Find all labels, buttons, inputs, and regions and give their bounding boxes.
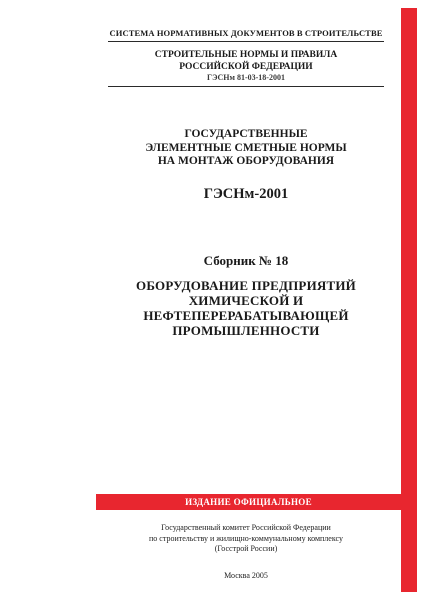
document-cover (8, 8, 417, 592)
main-title (108, 128, 384, 169)
main-code: ГЭСНм-2001 (203, 186, 289, 202)
publisher (108, 523, 384, 555)
publisher-line-1: Государственный комитет Российской Федерации (161, 523, 331, 532)
main-title-line-3: НА МОНТАЖ ОБОРУДОВАНИЯ (157, 155, 335, 167)
official-edition-label: ИЗДАНИЕ ОФИЦИАЛЬНОЕ (185, 497, 312, 507)
norms-line-2: РОССИЙСКОЙ ФЕДЕРАЦИИ (179, 62, 313, 72)
series-title: СИСТЕМА НОРМАТИВНЫХ ДОКУМЕНТОВ В СТРОИТЕЛЬСТВЕ (109, 28, 383, 38)
subtitle-line-3: НЕФТЕПЕРЕРАБАТЫВАЮЩЕЙ (143, 308, 349, 323)
subtitle-line-4: ПРОМЫШЛЕННОСТИ (172, 323, 320, 338)
subtitle-line-2: ХИМИЧЕСКОЙ И (188, 293, 304, 308)
red-side-stripe (401, 8, 417, 592)
main-title-line-1: ГОСУДАРСТВЕННЫЕ (184, 128, 308, 140)
main-title-line-2: ЭЛЕМЕНТНЫЕ СМЕТНЫЕ НОРМЫ (145, 141, 347, 154)
header-divider-top (108, 41, 384, 42)
norms-line-1: СТРОИТЕЛЬНЫЕ НОРМЫ И ПРАВИЛА (154, 50, 338, 60)
publisher-line-2: по строительству и жилищно-коммунальному комплексу (149, 533, 343, 543)
header-divider-bottom (108, 86, 384, 87)
subtitle-line-1: ОБОРУДОВАНИЕ ПРЕДПРИЯТИЙ (136, 278, 356, 293)
city-year: Москва 2005 (224, 571, 268, 580)
norms-title (108, 49, 384, 73)
document-code: ГЭСНм 81-03-18-2001 (207, 73, 285, 82)
publisher-line-3: (Госстрой России) (214, 544, 278, 553)
collection-subtitle (108, 278, 384, 338)
collection-number: Сборник № 18 (203, 253, 289, 268)
